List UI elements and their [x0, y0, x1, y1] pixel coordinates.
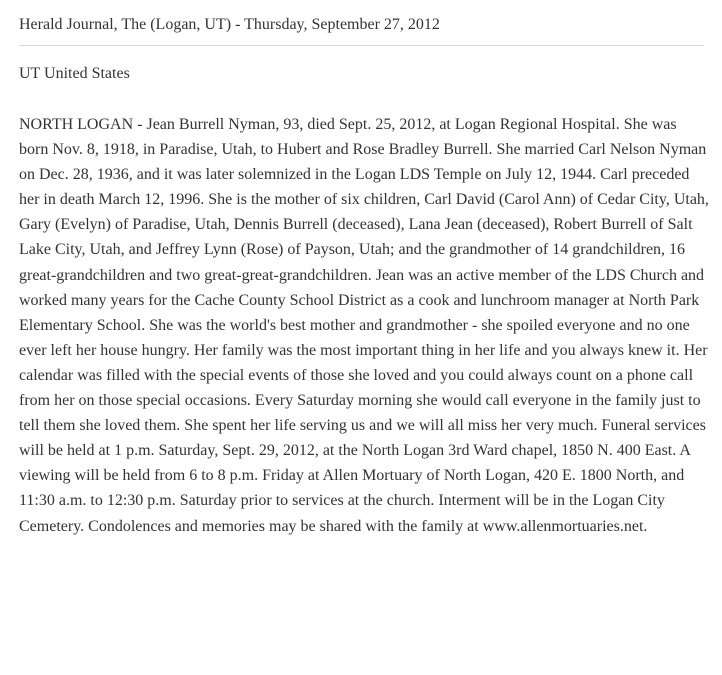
obituary-body: NORTH LOGAN - Jean Burrell Nyman, 93, died Sept. 25, 2012, at Logan Regional Hospital. She was born Nov. 8, 1918, in Paradise, Utah, to Hubert and Rose Bradley Burrell. She married Carl Nelson Nyman on Dec. 28, 1936, and it was later solemnized in the Logan LDS Temple on July 12, 1944. Carl preceded her in death March 12, 1996. She is the mother of six children, Carl David (Carol Ann) of Cedar City, Utah, Gary (Evelyn) of Paradise, Utah, Dennis Burrell (deceased), Lana Jean (deceased), Robert Burrell of Salt Lake City, Utah, and Jeffrey Lynn (Rose) of Payson, Utah; and the grandmother of 14 grandchildren, 16 great-grandchildren and two great-great-grandchildren. Jean was an active member of the LDS Church and worked many years for the Cache County School District as a cook and lunchroom manager at North Park Elementary School. She was the world's best mother and grandmother - she spoiled everyone and no one ever left her house hungry. Her family was the most important thing in her life and you always knew it. Her calendar was filled with the special events of those she loved and you could always count on a phone call from her on those special occasions. Every Saturday morning she would call everyone in the family just to tell them she loved them. She spent her life serving us and we will all miss her very much. Funeral services will be held at 1 p.m. Saturday, Sept. 29, 2012, at the North Logan 3rd Ward chapel, 1850 N. 400 East. A viewing will be held from 6 to 8 p.m. Friday at Allen Mortuary of North Logan, 420 E. 1800 North, and 11:30 a.m. to 12:30 p.m. Saturday prior to services at the church. Interment will be in the Logan City Cemetery. Condolences and memories may be shared with the family at www.allenmortuaries.net. [19, 116, 709, 535]
location-line: UT United States [19, 65, 130, 82]
source-line: Herald Journal, The (Logan, UT) - Thursday, September 27, 2012 [19, 16, 440, 33]
